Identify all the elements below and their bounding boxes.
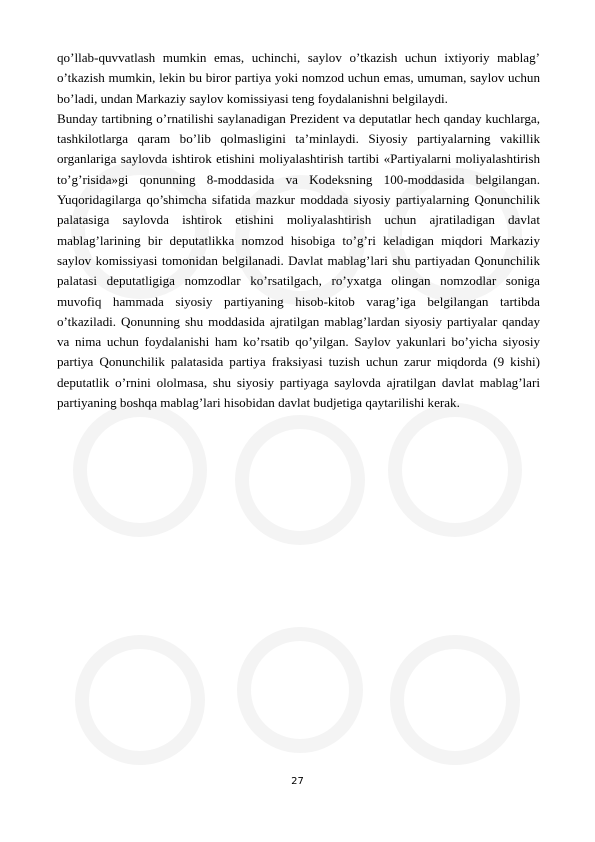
document-body bbox=[57, 48, 540, 413]
paragraph-continuation: qo’llab-quvvatlash mumkin emas, uchinchi, saylov o’tkazish uchun ixtiyoriy mablag’ o’tkazish mumkin, lekin bu biror partiya yoki nomzod uchun emas, umuman, saylov uchun bo’ladi, undan Markaziy saylov komissiyasi teng foydalanishni belgilaydi. bbox=[57, 50, 540, 106]
paragraph-main: Bunday tartibning o’rnatilishi saylanadigan Prezident va deputatlar hech qanday kuchlarga, tashkilotlarga qaram bo’lib qolmasligini ta’minlaydi. Siyosiy partiyalarning vakillik organlariga saylovda ishtirok etishini moliyalashtirish tartibi «Partiyalarni moliyalashtirish to’g’risida»gi qonunning 8-moddasida va Kodeksning 100-moddasida belgilangan. Yuqoridagilarga qo’shimcha sifatida mazkur moddada siyosiy partiyalarning Qonunchilik palatasiga saylovda ishtirok etishini moliyalashtirish uchun ajratiladigan davlat mablag’larining bir deputatlikka nomzod hisobiga to’g’ri keladigan miqdori Markaziy saylov komissiyasi tomonidan belgilanadi. Davlat mablag’lari shu partiyadan Qonunchilik palatasi deputatligiga nomzodlar ko’rsatilgach, ro’yxatga olingan nomzodlar soniga muvofiq hammada siyosiy partiyaning hisob-kitob varag’iga belgilangan tartibda o’tkaziladi. Qonunning shu moddasida ajratilgan mablag’lardan siyosiy partiyalar qanday va nima uchun foydalanishi ham ko’rsatib qo’yilgan. Saylov yakunlari bo’yicha siyosiy partiya Qonunchilik palatasida partiya fraksiyasi tuzish uchun zarur miqdorda (9 kishi) deputatlik o’rnini ololmasa, shu siyosiy partiyaga saylovda ajratilgan davlat mablag’lari partiyaning boshqa mablag’lari hisobidan davlat budjetiga qaytarilishi kerak. bbox=[57, 110, 540, 411]
page-number: 27 bbox=[291, 776, 304, 787]
